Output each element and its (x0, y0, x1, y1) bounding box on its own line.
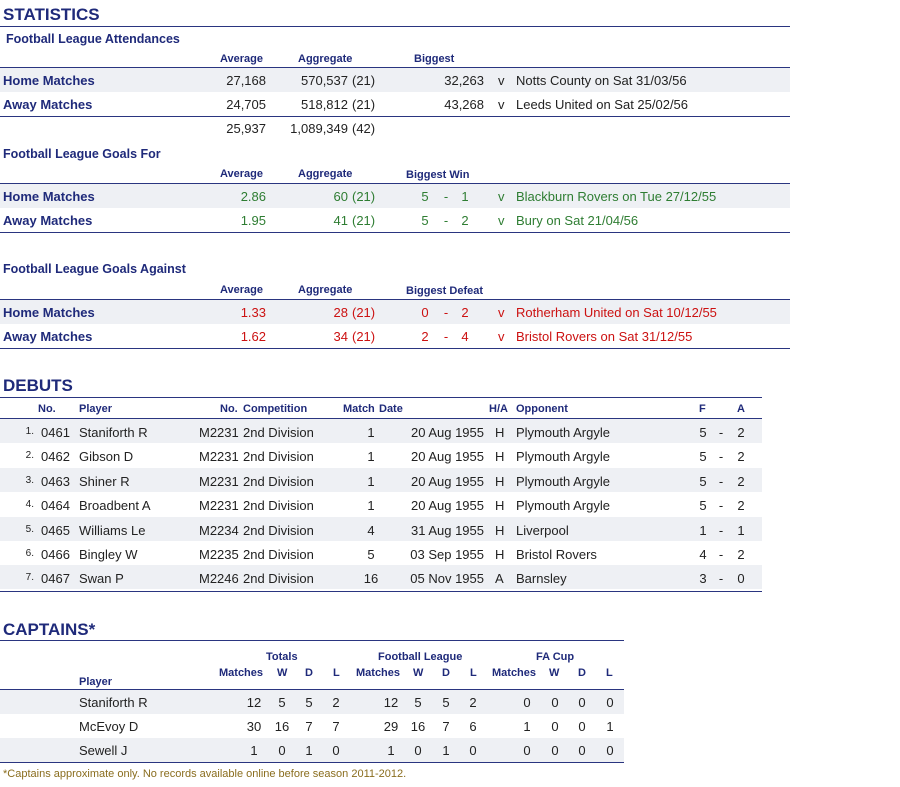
debut-date: 05 Nov 1955 (410, 571, 484, 586)
goals-against-away-v: v (498, 329, 505, 344)
debuts-col-opponent: Opponent (516, 403, 568, 415)
debut-match: 1 (367, 474, 375, 489)
divider (0, 232, 790, 233)
debut-player-no: 0462 (41, 449, 70, 464)
goals-against-home-detail: Rotherham United on Sat 10/12/55 (516, 305, 717, 320)
goals-for-home-label: Home Matches (3, 189, 95, 204)
goals-against-home-s2: 2 (461, 305, 469, 320)
attendance-home-aggregate: 570,537 (301, 73, 348, 88)
captains-col-matches: Matches (219, 667, 264, 679)
attendance-total-aggregate: 1,089,349 (290, 121, 348, 136)
goals-for-home-s1: 5 (421, 189, 429, 204)
debut-player-no: 0463 (41, 474, 70, 489)
debut-match: 1 (367, 425, 375, 440)
debut-competition: 2nd Division (243, 498, 314, 513)
debut-player: Staniforth R (79, 425, 148, 440)
divider (0, 591, 762, 592)
captain-fl-stat: 12 (383, 695, 399, 710)
captain-t-stat: 7 (332, 719, 340, 734)
captain-fl-stat: 0 (469, 743, 477, 758)
debut-match-no: M2231 (199, 425, 239, 440)
goals-against-away-games: (21) (352, 329, 376, 344)
captain-fa-stat: 0 (578, 719, 586, 734)
debut-opponent: Bristol Rovers (516, 547, 597, 562)
debut-match: 16 (363, 571, 379, 586)
captain-t-stat: 5 (305, 695, 313, 710)
captains-col-d: D (578, 667, 586, 679)
goals-for-home-detail: Blackburn Rovers on Tue 27/12/55 (516, 189, 717, 204)
goals-against-home-label: Home Matches (3, 305, 95, 320)
debut-a: 2 (737, 547, 745, 562)
captains-group-league: Football League (378, 651, 463, 663)
debuts-col-match-no: No. (220, 403, 238, 415)
debut-date: 20 Aug 1955 (410, 474, 484, 489)
captain-t-stat: 16 (274, 719, 290, 734)
captain-t-stat: 0 (332, 743, 340, 758)
debut-opponent: Plymouth Argyle (516, 474, 610, 489)
captain-t-stat: 5 (278, 695, 286, 710)
captain-fa-stat: 0 (551, 719, 559, 734)
debut-dash: - (718, 498, 724, 513)
captains-group-totals: Totals (266, 651, 298, 663)
goals-against-home-v: v (498, 305, 505, 320)
captain-fa-stat: 0 (606, 743, 614, 758)
debut-competition: 2nd Division (243, 523, 314, 538)
goals-against-away-s2: 4 (461, 329, 469, 344)
debut-ha: H (495, 449, 505, 464)
col-biggest-defeat: Biggest Defeat (406, 285, 484, 297)
debuts-col-date: Date (379, 403, 403, 415)
attendance-away-biggest: 43,268 (444, 97, 484, 112)
goals-for-away-s1: 5 (421, 213, 429, 228)
debut-match-no: M2231 (199, 498, 239, 513)
col-average: Average (220, 53, 264, 65)
debut-f: 5 (699, 474, 707, 489)
debut-match: 5 (367, 547, 375, 562)
goals-for-home-s2: 1 (461, 189, 469, 204)
debut-match-no: M2235 (199, 547, 239, 562)
attendance-away-detail: Leeds United on Sat 25/02/56 (516, 97, 689, 112)
captain-t-stat: 30 (246, 719, 262, 734)
captain-fl-stat: 7 (442, 719, 450, 734)
captain-fl-stat: 5 (442, 695, 450, 710)
captain-fa-stat: 0 (551, 743, 559, 758)
captain-fa-stat: 0 (606, 695, 614, 710)
debut-opponent: Plymouth Argyle (516, 449, 610, 464)
debut-player: Swan P (79, 571, 124, 586)
captain-fa-stat: 0 (523, 743, 531, 758)
captain-fa-stat: 0 (523, 695, 531, 710)
debuts-col-match: Match (343, 403, 375, 415)
captains-col-l: L (470, 667, 477, 679)
debut-player-no: 0461 (41, 425, 70, 440)
debut-f: 5 (699, 425, 707, 440)
captain-fl-stat: 1 (387, 743, 395, 758)
debut-a: 2 (737, 425, 745, 440)
captains-col-w: W (277, 667, 288, 679)
debut-index: 6. (25, 548, 34, 559)
debut-opponent: Plymouth Argyle (516, 425, 610, 440)
goals-for-home-games: (21) (352, 189, 376, 204)
debut-a: 0 (737, 571, 745, 586)
attendance-home-v: v (498, 73, 505, 88)
goals-against-title: Football League Goals Against (3, 262, 186, 276)
goals-against-home-aggregate: 28 (333, 305, 348, 320)
attendance-away-v: v (498, 97, 505, 112)
captain-fa-stat: 1 (606, 719, 614, 734)
debut-date: 31 Aug 1955 (410, 523, 484, 538)
debut-match-no: M2234 (199, 523, 239, 538)
captains-col-d: D (305, 667, 313, 679)
debut-competition: 2nd Division (243, 449, 314, 464)
col-average: Average (220, 168, 264, 180)
debut-ha: H (495, 425, 505, 440)
goals-for-away-detail: Bury on Sat 21/04/56 (516, 213, 639, 228)
debut-f: 5 (699, 449, 707, 464)
col-aggregate: Aggregate (298, 284, 353, 296)
divider (0, 762, 624, 763)
captains-col-player: Player (79, 676, 113, 688)
captain-t-stat: 12 (246, 695, 262, 710)
divider (0, 26, 790, 27)
captain-t-stat: 1 (305, 743, 313, 758)
debut-player: Shiner R (79, 474, 130, 489)
debut-opponent: Barnsley (516, 571, 567, 586)
debut-player-no: 0464 (41, 498, 70, 513)
goals-for-home-dash: - (443, 189, 449, 204)
captain-t-stat: 1 (250, 743, 258, 758)
debut-ha: A (495, 571, 504, 586)
debut-index: 2. (25, 450, 34, 461)
debut-date: 20 Aug 1955 (410, 498, 484, 513)
debut-player: Gibson D (79, 449, 134, 464)
debut-index: 4. (25, 499, 34, 510)
debut-player-no: 0465 (41, 523, 70, 538)
debut-ha: H (495, 547, 505, 562)
goals-for-title: Football League Goals For (3, 147, 161, 161)
goals-against-away-s1: 2 (421, 329, 429, 344)
debuts-col-no: No. (38, 403, 56, 415)
captain-player: McEvoy D (79, 719, 139, 734)
debut-dash: - (718, 449, 724, 464)
goals-against-away-label: Away Matches (3, 329, 93, 344)
goals-against-away-dash: - (443, 329, 449, 344)
goals-for-home-average: 2.86 (240, 189, 266, 204)
debut-f: 5 (699, 498, 707, 513)
captain-fl-stat: 5 (414, 695, 422, 710)
captains-col-w: W (549, 667, 560, 679)
divider (0, 116, 790, 117)
debut-match: 1 (367, 498, 375, 513)
captains-col-w: W (413, 667, 424, 679)
col-biggest: Biggest (414, 53, 455, 65)
captain-fl-stat: 2 (469, 695, 477, 710)
debut-player: Bingley W (79, 547, 138, 562)
goals-against-away-aggregate: 34 (333, 329, 348, 344)
captain-fl-stat: 1 (442, 743, 450, 758)
goals-against-home-games: (21) (352, 305, 376, 320)
debut-dash: - (718, 523, 724, 538)
debut-a: 2 (737, 498, 745, 513)
captains-col-l: L (606, 667, 613, 679)
debut-player: Broadbent A (79, 498, 151, 513)
goals-for-home-v: v (498, 189, 505, 204)
col-average: Average (220, 284, 264, 296)
debut-opponent: Liverpool (516, 523, 569, 538)
goals-against-away-detail: Bristol Rovers on Sat 31/12/55 (516, 329, 693, 344)
debut-f: 4 (699, 547, 707, 562)
captain-t-stat: 7 (305, 719, 313, 734)
attendance-title: Football League Attendances (6, 32, 180, 46)
captain-player: Sewell J (79, 743, 128, 758)
debuts-col-f: F (699, 403, 706, 415)
debut-dash: - (718, 547, 724, 562)
captain-fa-stat: 1 (523, 719, 531, 734)
debut-ha: H (495, 474, 505, 489)
debut-dash: - (718, 474, 724, 489)
captain-t-stat: 2 (332, 695, 340, 710)
attendance-away-games: (21) (352, 97, 376, 112)
goals-against-home-average: 1.33 (240, 305, 266, 320)
col-biggest-win: Biggest Win (406, 169, 470, 181)
debut-a: 2 (737, 474, 745, 489)
debut-player-no: 0467 (41, 571, 70, 586)
goals-for-away-v: v (498, 213, 505, 228)
debut-opponent: Plymouth Argyle (516, 498, 610, 513)
debuts-title: DEBUTS (3, 376, 73, 395)
debuts-col-ha: H/A (489, 403, 508, 415)
debut-index: 3. (25, 475, 34, 486)
attendance-home-biggest: 32,263 (444, 73, 484, 88)
attendance-home-label: Home Matches (3, 73, 95, 88)
debut-date: 20 Aug 1955 (410, 449, 484, 464)
captain-fl-stat: 0 (414, 743, 422, 758)
captains-col-matches: Matches (356, 667, 401, 679)
debut-ha: H (495, 523, 505, 538)
debut-index: 7. (25, 572, 34, 583)
attendance-away-average: 24,705 (226, 97, 266, 112)
debut-index: 5. (25, 524, 34, 535)
col-aggregate: Aggregate (298, 53, 353, 65)
attendance-home-games: (21) (352, 73, 376, 88)
captain-t-stat: 0 (278, 743, 286, 758)
debuts-col-player: Player (79, 403, 113, 415)
captains-group-facup: FA Cup (536, 651, 575, 663)
goals-for-away-average: 1.95 (240, 213, 266, 228)
debut-a: 1 (737, 523, 745, 538)
captain-fa-stat: 0 (551, 695, 559, 710)
attendance-total-average: 25,937 (226, 121, 266, 136)
debut-date: 20 Aug 1955 (410, 425, 484, 440)
captain-player: Staniforth R (79, 695, 148, 710)
debut-a: 2 (737, 449, 745, 464)
debut-f: 1 (699, 523, 707, 538)
goals-for-away-label: Away Matches (3, 213, 93, 228)
debut-match: 1 (367, 449, 375, 464)
divider (0, 348, 790, 349)
attendance-away-label: Away Matches (3, 97, 93, 112)
goals-for-away-s2: 2 (461, 213, 469, 228)
debut-dash: - (718, 425, 724, 440)
attendance-home-detail: Notts County on Sat 31/03/56 (516, 73, 687, 88)
goals-against-away-average: 1.62 (240, 329, 266, 344)
debut-competition: 2nd Division (243, 571, 314, 586)
captains-col-d: D (442, 667, 450, 679)
goals-against-home-s1: 0 (421, 305, 429, 320)
captain-fl-stat: 29 (383, 719, 399, 734)
captains-footnote: *Captains approximate only. No records available online before season 2011-2012. (3, 768, 407, 780)
debut-competition: 2nd Division (243, 474, 314, 489)
attendance-total-games: (42) (352, 121, 376, 136)
captain-fa-stat: 0 (578, 695, 586, 710)
attendance-home-average: 27,168 (226, 73, 266, 88)
debut-dash: - (718, 571, 724, 586)
captains-col-l: L (333, 667, 340, 679)
goals-against-home-dash: - (443, 305, 449, 320)
divider (0, 397, 762, 398)
debuts-col-competition: Competition (243, 403, 308, 415)
debut-f: 3 (699, 571, 707, 586)
debut-competition: 2nd Division (243, 547, 314, 562)
goals-for-home-aggregate: 60 (333, 189, 348, 204)
captain-fl-stat: 6 (469, 719, 477, 734)
goals-for-away-dash: - (443, 213, 449, 228)
debut-competition: 2nd Division (243, 425, 314, 440)
debuts-col-a: A (737, 403, 745, 415)
debut-player: Williams Le (79, 523, 146, 538)
debut-match-no: M2246 (199, 571, 239, 586)
debut-index: 1. (25, 426, 34, 437)
captains-col-matches: Matches (492, 667, 537, 679)
goals-for-away-games: (21) (352, 213, 376, 228)
captains-title: CAPTAINS* (3, 620, 96, 639)
captain-fl-stat: 16 (410, 719, 426, 734)
captain-fa-stat: 0 (578, 743, 586, 758)
divider (0, 640, 624, 641)
statistics-title: STATISTICS (3, 5, 100, 24)
debut-date: 03 Sep 1955 (410, 547, 484, 562)
goals-for-away-aggregate: 41 (333, 213, 348, 228)
attendance-away-aggregate: 518,812 (301, 97, 348, 112)
debut-match-no: M2231 (199, 474, 239, 489)
debut-player-no: 0466 (41, 547, 70, 562)
col-aggregate: Aggregate (298, 168, 353, 180)
debut-match: 4 (367, 523, 375, 538)
debut-match-no: M2231 (199, 449, 239, 464)
debut-ha: H (495, 498, 505, 513)
